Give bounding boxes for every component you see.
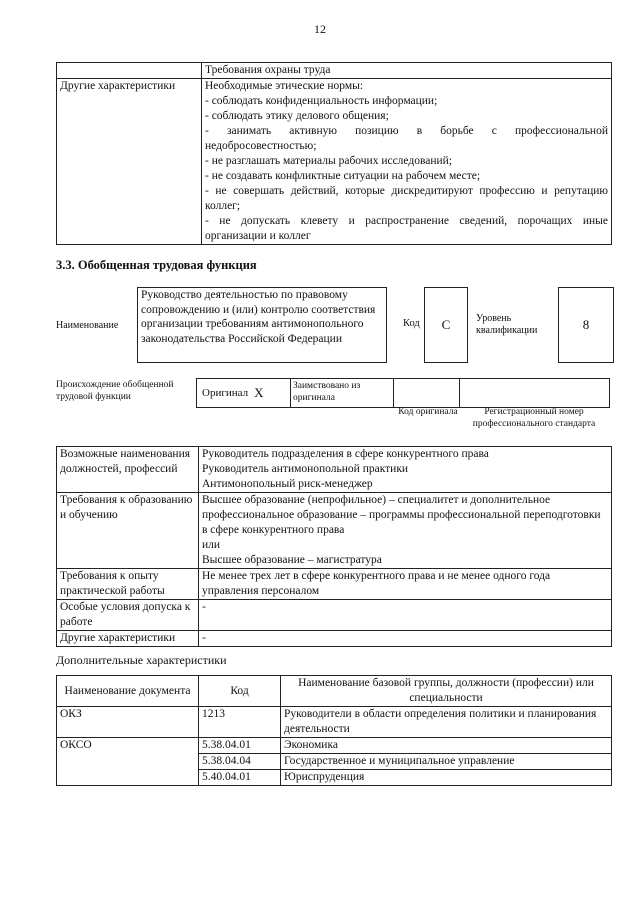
value-line: -: [202, 632, 206, 644]
original-cell: [197, 379, 291, 407]
name-cell: Государственное и муниципальное управление: [281, 754, 612, 770]
original-label: Оригинал: [202, 387, 249, 399]
origin-row: [196, 378, 610, 408]
table-row: [57, 738, 612, 754]
code-cell: 5.38.04.04: [199, 754, 281, 770]
details-value: [199, 447, 612, 493]
name-cell: Экономика: [281, 738, 612, 754]
origin-label: Происхождение обобщенной трудовой функции: [56, 380, 174, 402]
function-name: Руководство деятельностью по правовому сопровождению и (или) контролю соответствия организации требованиям антимонопольного законодательства Российской Федерации: [137, 287, 387, 363]
doc-cell: ОКЗ: [57, 707, 199, 738]
value-line: -: [202, 601, 206, 613]
ethics-line: - не разглашать материалы рабочих исследований;: [205, 155, 453, 167]
original-mark: X: [254, 385, 264, 400]
level-label: Уровень квалификации: [476, 313, 538, 336]
code-value: C: [424, 287, 468, 363]
name-cell: Руководители в области определения политики и планирования деятельности: [281, 707, 612, 738]
details-row: [57, 447, 612, 493]
level-value: 8: [558, 287, 614, 363]
details-label: Другие характеристики: [57, 631, 199, 647]
value-line: Руководитель подразделения в сфере конкурентного права: [202, 448, 489, 460]
value-line: Высшее образование (непрофильное) – специалитет и дополнительное профессиональное образование – программы профессиональной переподготовки в сфере конкурентного права: [202, 494, 601, 536]
additional-header-row: [57, 676, 612, 707]
borrowed-label: Заимствовано из оригинала: [293, 381, 361, 403]
header-name: Наименование базовой группы, должности (профессии) или специальности: [281, 676, 612, 707]
additional-table: [56, 675, 612, 786]
other-characteristics-label: Другие характеристики: [57, 79, 202, 245]
details-value: [199, 600, 612, 631]
ethics-line: - соблюдать конфиденциальность информации;: [205, 95, 438, 107]
doc-cell: ОКСО: [57, 738, 199, 786]
details-row: [57, 493, 612, 569]
divider: [459, 379, 460, 407]
details-table: [56, 446, 612, 647]
ethics-line: - занимать активную позицию в борьбе с профессиональной недобросовестностью;: [205, 125, 608, 152]
details-label: Особые условия допуска к работе: [57, 600, 199, 631]
section-title: 3.3. Обобщенная трудовая функция: [56, 258, 257, 272]
details-row: [57, 631, 612, 647]
ethics-norms-cell: [202, 79, 612, 245]
ethics-line: - не допускать клевету и распространение сведений, порочащих иные организации и коллег: [205, 215, 608, 242]
name-label: Наименование: [56, 320, 119, 331]
details-value: [199, 569, 612, 600]
details-label: Требования к образованию и обучению: [57, 493, 199, 569]
details-row: [57, 569, 612, 600]
top-table: [56, 62, 612, 245]
code-cell: 5.38.04.01: [199, 738, 281, 754]
details-row: [57, 600, 612, 631]
value-line: Высшее образование – магистратура: [202, 554, 382, 566]
details-value: [199, 493, 612, 569]
code-cell: 5.40.04.01: [199, 770, 281, 786]
code-caption: Код оригинала: [398, 407, 458, 417]
page-number: 12: [314, 22, 326, 36]
header-code: Код: [199, 676, 281, 707]
name-cell: Юриспруденция: [281, 770, 612, 786]
ethics-line: - соблюдать этику делового общения;: [205, 110, 389, 122]
code-cell: 1213: [199, 707, 281, 738]
value-line: или: [202, 539, 221, 551]
value-line: Антимонопольный риск-менеджер: [202, 478, 373, 490]
divider: [393, 379, 394, 407]
code-label: Код: [403, 318, 420, 329]
details-label: Возможные наименования должностей, профессий: [57, 447, 199, 493]
details-value: [199, 631, 612, 647]
additional-title: Дополнительные характеристики: [56, 653, 227, 667]
ethics-line: - не создавать конфликтные ситуации на рабочем месте;: [205, 170, 481, 182]
ethics-line: Необходимые этические нормы:: [205, 80, 364, 92]
value-line: Руководитель антимонопольной практики: [202, 463, 409, 475]
header-doc: Наименование документа: [57, 676, 199, 707]
ethics-line: - не совершать действий, которые дискредитируют профессию и репутацию коллег;: [205, 185, 608, 212]
labor-safety-cell: Требования охраны труда: [202, 63, 612, 79]
top-table-empty-cell: [57, 63, 202, 79]
value-line: Не менее трех лет в сфере конкурентного права и не менее одного года управления персоналом: [202, 570, 551, 597]
reg-caption: Регистрационный номер профессионального стандарта: [472, 407, 596, 429]
table-row: [57, 707, 612, 738]
details-label: Требования к опыту практической работы: [57, 569, 199, 600]
